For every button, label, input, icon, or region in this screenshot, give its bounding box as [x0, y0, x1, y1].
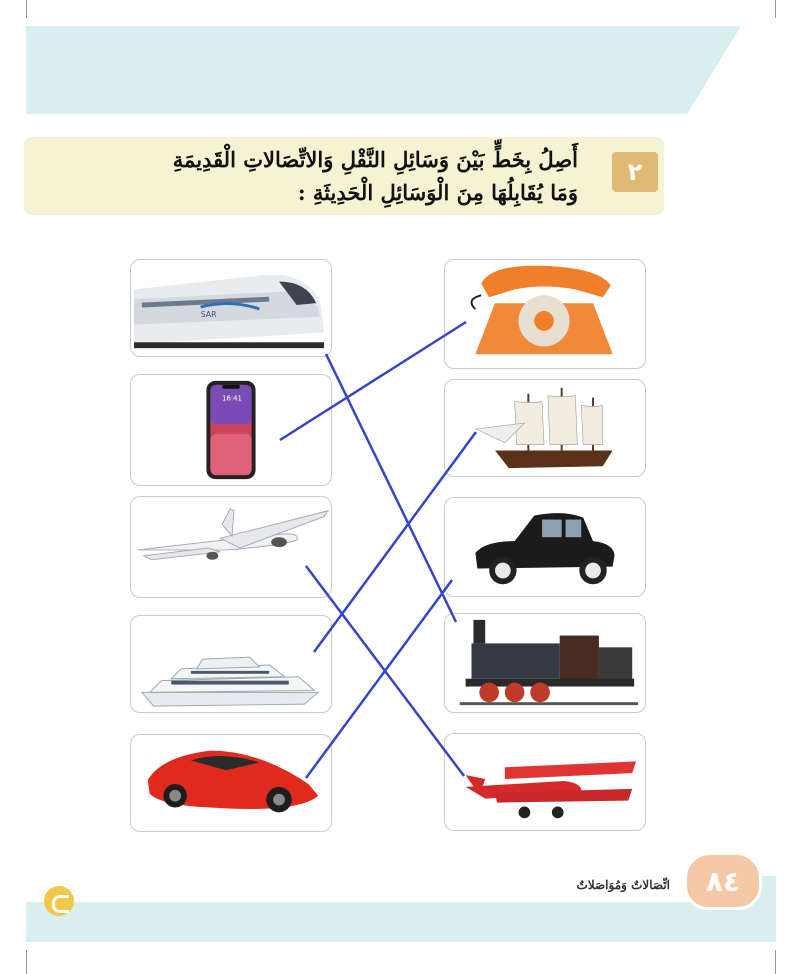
sailing-ship-icon: [445, 380, 645, 476]
line-train-steamtrain: [326, 354, 456, 622]
question-line-1: أَصِلُ بِخَطٍّ بَيْنَ وَسَائِلِ النَّقْلِ وَالاتِّصَالاتِ الْقَدِيمَةِ: [172, 147, 578, 172]
crop-mark: [26, 0, 27, 18]
publisher-logo-icon: [44, 886, 74, 916]
biplane-icon: [445, 734, 645, 830]
question-text: [138, 143, 578, 209]
train-logo-text: SAR: [200, 309, 217, 319]
sports-car-icon: [131, 735, 331, 831]
crop-mark: [26, 950, 27, 974]
footer-band: [26, 902, 776, 942]
modern-train-icon: [131, 260, 331, 356]
card-rotary-phone[interactable]: [444, 259, 646, 369]
phone-clock: 16:41: [222, 394, 242, 403]
card-sports-car[interactable]: [130, 734, 332, 832]
crop-mark: [775, 0, 776, 18]
card-biplane[interactable]: [444, 733, 646, 831]
card-yacht[interactable]: [130, 615, 332, 713]
question-number: ٢: [612, 152, 658, 192]
card-smartphone[interactable]: [130, 374, 332, 486]
vintage-car-icon: [445, 498, 645, 596]
yacht-icon: [131, 616, 331, 712]
card-steam-train[interactable]: [444, 613, 646, 713]
card-sailing-ship[interactable]: [444, 379, 646, 477]
smartphone-icon: [131, 375, 331, 485]
footer-unit-title: اتِّصَالاتٌ وَمُوَاصَلاتٌ: [576, 878, 670, 892]
card-modern-train[interactable]: [130, 259, 332, 357]
airplane-icon: [131, 497, 331, 597]
question-line-2: وَمَا يُقَابِلُهَا مِنَ الْوَسَائِلِ الْحَدِيثَةِ :: [297, 180, 578, 205]
card-vintage-car[interactable]: [444, 497, 646, 597]
header-band: [26, 26, 776, 114]
crop-mark: [775, 950, 776, 974]
rotary-phone-icon: [445, 260, 645, 368]
page-number: ٨٤: [684, 852, 762, 910]
steam-train-icon: [445, 614, 645, 712]
card-airplane[interactable]: [130, 496, 332, 598]
